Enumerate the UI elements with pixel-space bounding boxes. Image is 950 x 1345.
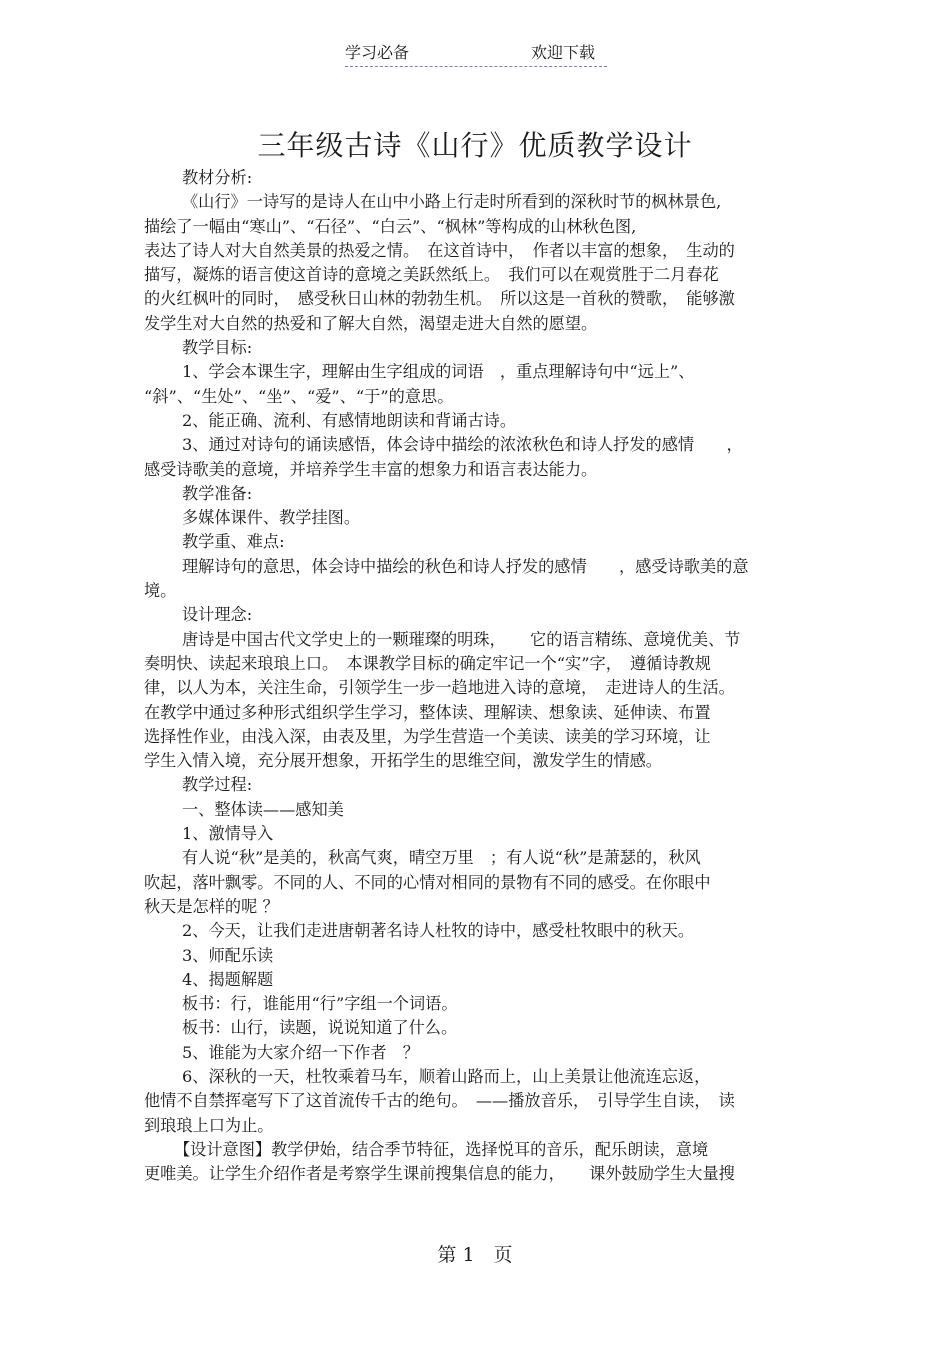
text-line: 的火红枫叶的同时， 感受秋日山林的勃勃生机。 所以这是一首秋的赞歌， 能够激 xyxy=(144,289,735,309)
text-line: 一、整体读——感知美 xyxy=(182,799,344,819)
text-line: 教学目标: xyxy=(182,338,253,358)
text-line: 3、师配乐读 xyxy=(182,945,274,965)
text-line: 律，以人为本，关注生命，引领学生一步一趋地进入诗的意境， 走进诗人的生活。 xyxy=(144,678,735,698)
text-line: 教学重、难点: xyxy=(182,532,285,552)
text-line: 1、激情导入 xyxy=(182,824,274,844)
page-header xyxy=(345,40,607,67)
text-line: 教学过程: xyxy=(182,775,253,795)
text-line: “斜”、“生处”、“坐”、“爱”、“于”的意思。 xyxy=(144,386,454,406)
text-line: 有人说“秋”是美的，秋高气爽，晴空万里 ；有人说“秋”是萧瑟的，秋风 xyxy=(182,848,701,868)
text-line: 感受诗歌美的意境，并培养学生丰富的想象力和语言表达能力。 xyxy=(144,459,598,479)
text-line: 多媒体课件、教学挂图。 xyxy=(182,508,361,528)
text-line: 2、能正确、流利、有感情地朗读和背诵古诗。 xyxy=(182,410,517,430)
text-line: 选择性作业，由浅入深，由表及里，为学生营造一个美读、读美的学习环境，让 xyxy=(144,726,711,746)
text-line: 教学准备: xyxy=(182,483,253,503)
text-line: 境。 xyxy=(144,581,177,601)
text-line: 到琅琅上口为止。 xyxy=(144,1115,274,1135)
text-line: 在教学中通过多种形式组织学生学习，整体读、理解读、想象读、延伸读、布置 xyxy=(144,702,711,722)
text-line: 发学生对大自然的热爱和了解大自然，渴望走进大自然的愿望。 xyxy=(144,313,598,333)
text-line: 理解诗句的意思，体会诗中描绘的秋色和诗人抒发的感情 ，感受诗歌美的意 xyxy=(182,556,749,576)
text-line: 3、通过对诗句的诵读感悟，体会诗中描绘的浓浓秋色和诗人抒发的感情 ， xyxy=(182,435,743,455)
text-line: 5、谁能为大家介绍一下作者 ？ xyxy=(182,1042,419,1062)
text-line: 教材分析: xyxy=(182,168,253,187)
text-line: 更唯美。让学生介绍作者是考察学生课前搜集信息的能力， 课外鼓励学生大量搜 xyxy=(144,1164,735,1184)
text-line: 2、今天，让我们走进唐朝著名诗人杜牧的诗中，感受杜牧眼中的秋天。 xyxy=(182,921,695,941)
text-line: 板书：山行，读题，说说知道了什么。 xyxy=(182,1018,458,1038)
text-line: 秋天是怎样的呢 ？ xyxy=(144,896,279,916)
text-line: 4、揭题解题 xyxy=(182,969,274,989)
header-left-text: 学习必备 xyxy=(345,43,410,62)
text-line: 《山行》一诗写的是诗人在山中小路上行走时所看到的深秋时节的枫林景色, xyxy=(182,192,722,212)
text-line: 奏明快、读起来琅琅上口。 本课教学目标的确定牢记一个“实”字， 遵循诗教规 xyxy=(144,653,711,673)
text-line: 吹起，落叶飘零。不同的人、不同的心情对相同的景物有不同的感受。在你眼中 xyxy=(144,872,711,892)
text-line: 1、学会本课生字，理解由生字组成的词语 ，重点理解诗句中“远上”、 xyxy=(182,362,695,382)
text-line: 表达了诗人对大自然美景的热爱之情。 在这首诗中， 作者以丰富的想象， 生动的 xyxy=(144,240,735,260)
text-line: 他情不自禁挥毫写下了这首流传千古的绝句。 ——播放音乐， 引导学生自读， 读 xyxy=(144,1091,735,1111)
text-line: 学生入情入境，充分展开想象，开拓学生的思维空间，激发学生的情感。 xyxy=(144,751,662,771)
text-line: 【设计意图】教学伊始，结合季节特征，选择悦耳的音乐，配乐朗读，意境 xyxy=(174,1139,709,1159)
text-line: 板书：行，谁能用“行”字组一个词语。 xyxy=(182,994,458,1014)
header-right-text: 欢迎下载 xyxy=(531,43,596,62)
text-line: 6、深秋的一天，杜牧乘着马车，顺着山路而上，山上美景让他流连忘返， xyxy=(182,1066,711,1086)
text-line: 唐诗是中国古代文学史上的一颗璀璨的明珠， 它的语言精练、意境优美、节 xyxy=(182,629,741,649)
document-body xyxy=(144,166,810,1186)
page-number: 第 1 页 xyxy=(437,1244,513,1266)
text-line: 描写，凝炼的语言使这首诗的意境之美跃然纸上。 我们可以在观赏胜于二月春花 xyxy=(144,265,719,285)
text-line: 设计理念: xyxy=(182,605,253,625)
text-line: 描绘了一幅由“寒山”、“石径”、“白云”、“枫林”等构成的山林秋色图, xyxy=(144,216,637,236)
document-title: 三年级古诗《山行》优质教学设计 xyxy=(257,129,693,162)
